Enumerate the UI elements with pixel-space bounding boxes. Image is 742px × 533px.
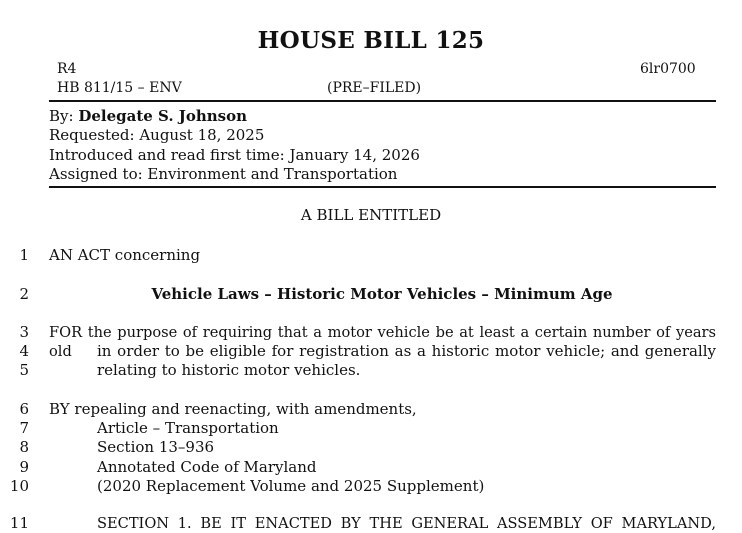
line-number: 9 — [19, 458, 29, 476]
line-number: 4 — [19, 342, 29, 360]
line-number: 6 — [19, 400, 29, 418]
sponsor-line — [49, 107, 247, 125]
committee-code: R4 — [57, 61, 77, 77]
volume-reference: (2020 Replacement Volume and 2025 Supplement) — [97, 477, 485, 495]
header-rule-top — [49, 100, 716, 102]
line-number: 2 — [19, 285, 29, 303]
line-number: 11 — [9, 514, 29, 532]
header-rule-bottom — [49, 186, 716, 188]
requested-date: Requested: August 18, 2025 — [49, 126, 265, 144]
prefiled-label: (PRE–FILED) — [327, 80, 422, 96]
document-code: 6lr0700 — [640, 61, 696, 77]
bill-title: HOUSE BILL 125 — [257, 27, 485, 54]
committee-assignment: Assigned to: Environment and Transportation — [49, 165, 398, 183]
purpose-line: FOR the purpose of requiring that a motor vehicle be at least a certain number of years old — [49, 324, 716, 361]
enacting-clause: SECTION 1. BE IT ENACTED BY THE GENERAL ASSEMBLY OF MARYLAND, — [97, 515, 716, 532]
line-number: 3 — [19, 323, 29, 341]
prior-bill-reference: HB 811/15 – ENV — [57, 80, 182, 96]
line-number: 10 — [9, 477, 29, 495]
purpose-line: in order to be eligible for registration as a historic motor vehicle; and generally — [97, 342, 716, 360]
purpose-line: relating to historic motor vehicles. — [97, 361, 361, 379]
line-number: 7 — [19, 419, 29, 437]
line-number: 5 — [19, 361, 29, 379]
line-number: 1 — [19, 246, 29, 264]
code-reference: Annotated Code of Maryland — [97, 458, 317, 476]
section-reference: Section 13–936 — [97, 438, 215, 456]
article-reference: Article – Transportation — [97, 419, 279, 437]
line-number: 8 — [19, 438, 29, 456]
sponsor-name: Delegate S. Johnson — [78, 107, 248, 125]
introduced-date: Introduced and read first time: January 14, 2026 — [49, 146, 420, 164]
bill-entitled-heading: A BILL ENTITLED — [300, 206, 442, 224]
sponsor-label: By: — [49, 107, 79, 125]
act-concerning: AN ACT concerning — [49, 246, 201, 264]
amendment-clause: BY repealing and reenacting, with amendments, — [49, 400, 417, 418]
bill-subject-title: Vehicle Laws – Historic Motor Vehicles – Minimum Age — [151, 285, 613, 303]
